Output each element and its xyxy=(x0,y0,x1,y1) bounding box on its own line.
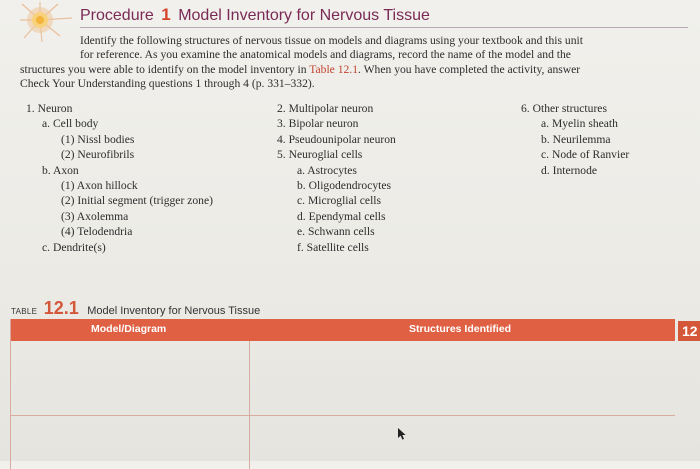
column-header-structures: Structures Identified xyxy=(409,323,512,335)
instruction-line: Check Your Understanding questions 1 through 4 (p. 331–332). xyxy=(20,77,315,91)
table-reference: Table 12.1 xyxy=(309,62,359,76)
list-item: (1) Axon hillock xyxy=(61,179,138,193)
mouse-cursor-icon xyxy=(398,428,407,440)
table-caption-number: 12.1 xyxy=(43,298,79,318)
column-header-model: Model/Diagram xyxy=(91,323,167,335)
procedure-label: Procedure xyxy=(80,7,154,24)
procedure-instructions xyxy=(20,34,672,92)
instruction-line xyxy=(20,63,672,77)
list-item: 2. Multipolar neuron xyxy=(277,102,374,115)
list-item: c. Node of Ranvier xyxy=(541,148,630,162)
list-item: 6. Other structures xyxy=(521,102,607,115)
instruction-line: Identify the following structures of nervous tissue on models and diagrams using your textbook and this unit xyxy=(80,34,583,47)
procedure-number: 1 xyxy=(161,5,171,24)
instruction-text: structures you were able to identify on the model inventory in xyxy=(20,62,310,76)
table-caption xyxy=(11,298,260,319)
list-item: a. Astrocytes xyxy=(297,163,357,177)
structure-list-neuron xyxy=(26,101,213,255)
list-item: b. Neurilemma xyxy=(541,132,611,146)
model-inventory-table xyxy=(10,319,675,469)
table-header-row xyxy=(11,319,675,341)
chapter-edge-tab: 12 xyxy=(678,321,700,341)
column-divider xyxy=(249,341,250,469)
list-item: d. Ependymal cells xyxy=(297,209,386,223)
list-item: 5. Neuroglial cells xyxy=(277,148,363,162)
procedure-title: Model Inventory for Nervous Tissue xyxy=(178,7,430,24)
list-item: (3) Axolemma xyxy=(61,209,129,223)
list-item: c. Dendrite(s) xyxy=(42,240,106,254)
list-item: d. Internode xyxy=(541,163,598,177)
list-item: 1. Neuron xyxy=(26,102,73,115)
instruction-line: for reference. As you examine the anatomical models and diagrams, record the name of the model and the xyxy=(80,48,571,62)
list-item: c. Microglial cells xyxy=(297,194,382,208)
row-divider xyxy=(11,415,675,416)
structure-list-neuron-types xyxy=(277,101,396,255)
list-item: e. Schwann cells xyxy=(297,225,375,239)
list-item: 4. Pseudounipolar neuron xyxy=(277,132,396,146)
structure-list-other xyxy=(521,101,629,178)
list-item: (2) Neurofibrils xyxy=(61,148,135,162)
list-item: 3. Bipolar neuron xyxy=(277,117,359,131)
list-item: b. Axon xyxy=(42,163,79,177)
list-item: (1) Nissl bodies xyxy=(61,132,135,146)
table-caption-title: Model Inventory for Nervous Tissue xyxy=(87,305,261,317)
list-item: a. Cell body xyxy=(42,117,99,131)
list-item: a. Myelin sheath xyxy=(541,117,618,131)
list-item: b. Oligodendrocytes xyxy=(297,179,392,193)
procedure-heading xyxy=(80,5,430,25)
list-item: (4) Telodendria xyxy=(61,225,133,239)
list-item: (2) Initial segment (trigger zone) xyxy=(61,194,213,208)
title-divider xyxy=(80,27,688,28)
table-caption-prefix: TABLE xyxy=(11,307,38,316)
list-item: f. Satellite cells xyxy=(297,240,369,254)
instruction-text: . When you have completed the activity, answer xyxy=(358,62,581,76)
